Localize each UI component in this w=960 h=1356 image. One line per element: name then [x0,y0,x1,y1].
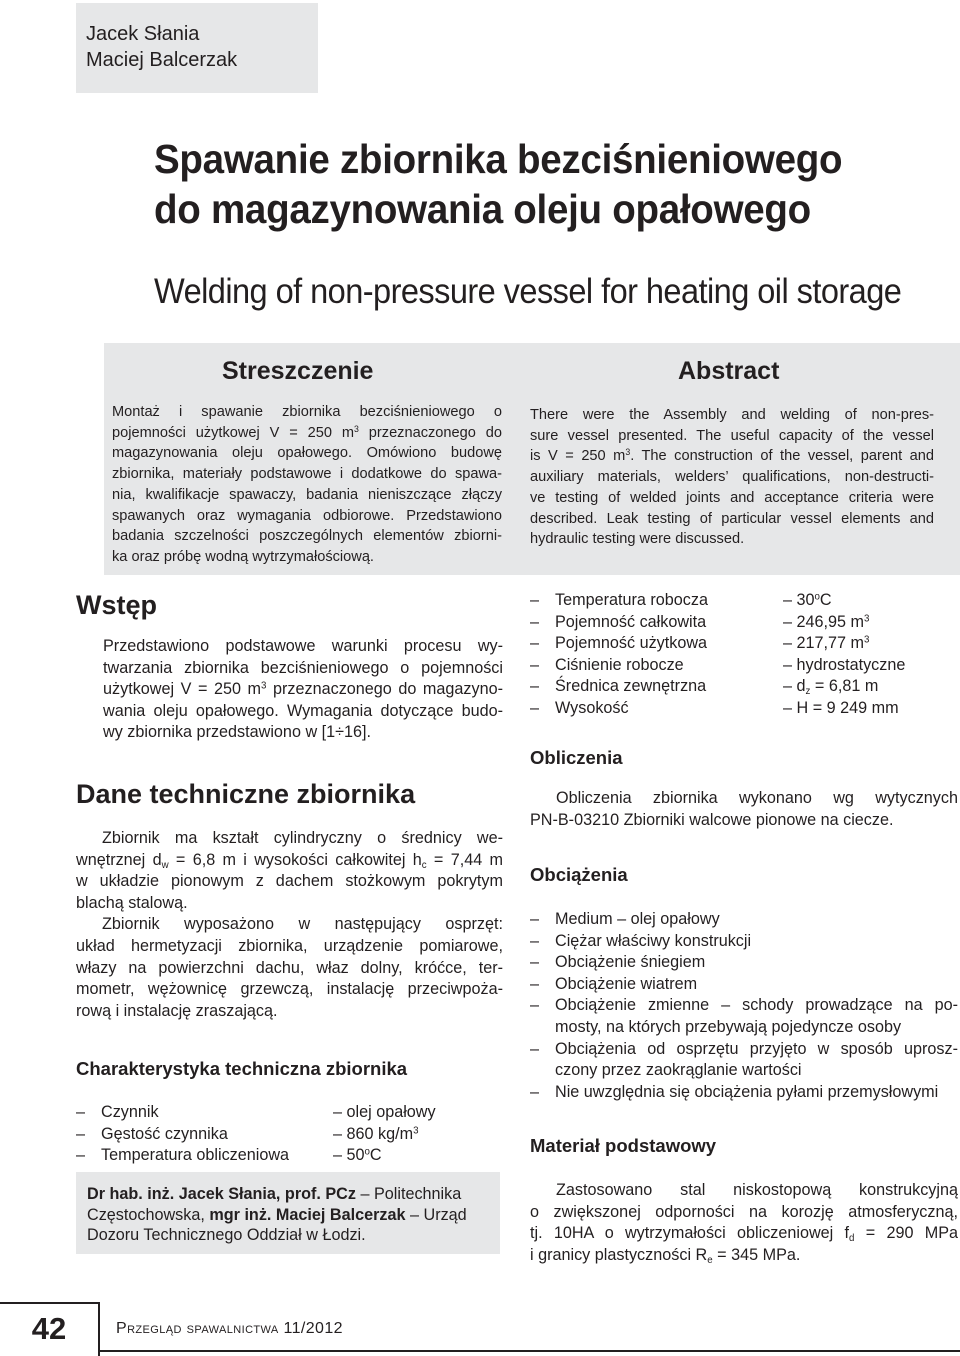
dane-line: rową i instalację zraszającą. [76,1001,278,1020]
streszczenie-line: spawanych oraz wymagania odbiorowe. Przedstawiono [112,507,502,524]
abstract-text [530,405,934,550]
dane-line: Zbiornik ma kształt cylindryczny o średnicy we- [102,829,503,847]
material-line: i granicy plastyczności $R_e = 345$ MPa. [530,1245,801,1266]
journal-name: Przegląd spawalnictwa 11/2012 [116,1320,343,1337]
wstep-line: twarzania zbiornika bezciśnieniowego o pojemności [103,658,503,677]
abstract-line: hydraulic testing were discussed. [530,531,745,548]
load-item: – Obciążenie wiatrem [530,974,698,993]
material-text [530,1180,958,1266]
streszczenie-line: zbiornika, materiały podstawowe i dodatkowe do spawa- [112,466,502,483]
dane-line: włazy na powierzchni dachu, właz dolny, króćce, ter- [76,958,503,977]
obliczenia-line: Obliczenia zbiornika wykonano wg wytycznych [556,789,958,807]
material-line: o zwiększonej odporności na korozję atmosferyczną, [530,1202,958,1221]
streszczenie-line: nia, kwalifikacje spawaczy, badania nieniszczące złączy [112,486,502,503]
obciazenia-heading: Obciążenia [530,864,628,885]
obliczenia-line: PN-B-03210 Zbiorniki walcowe pionowe na ciecze. [530,810,894,829]
streszczenie-line: badania szczelności poszczególnych elementów zbiorni- [112,528,502,545]
streszczenie-line: pojemności użytkowej V = 250 $m^3$ przeznaczonego do [112,423,503,441]
dane-line: Zbiornik wyposażono w następujący osprzęt: [102,915,503,934]
wstep-line: wania oleju opałowego. Wymagania dotyczące budo- [103,701,503,720]
dane-line: wnętrznej $d_w = 6,8$ m i wysokości całkowitej $h_c = 7,44$ m [76,850,503,871]
material-heading: Materiał podstawowy [530,1135,717,1156]
authors-box [76,3,318,93]
obliczenia-text [530,788,958,831]
load-item: – Medium – olej opałowy [530,910,720,928]
streszczenie-line: magazynowania oleju opałowego. Omówiono budowę [112,445,502,462]
paper-title [154,134,906,234]
material-line: Zastosowano stal niskostopową konstrukcyjną [556,1181,958,1199]
author-2: Maciej Balcerzak [86,49,238,71]
page-number: 42 [0,1302,100,1356]
abstract-heading: Abstract [678,357,780,385]
dane-line: blachą stalową. [76,893,188,912]
streszczenie-heading: Streszczenie [222,357,374,385]
wstep-text [103,636,503,744]
param-row: – Pojemność użytkowa – 217,77 $m^3$ [530,634,870,653]
affiliation-line: Dr hab. inż. Jacek Słania, prof. PCz – Politechnika [87,1185,462,1203]
param-row: – Wysokość – H = 9 249 mm [530,698,899,717]
spec-row: – Czynnik – olej opałowy [76,1103,436,1121]
obliczenia-heading: Obliczenia [530,747,623,768]
affiliation-line: Częstochowska, mgr inż. Maciej Balcerzak – Urząd [87,1205,467,1224]
load-item: – Obciążenia od osprzętu przyjęto w sposób uprosz- czony przez zaokrąglanie wartości [530,1039,958,1080]
streszczenie-line: ka oraz próbę wodną wytrzymałościową. [112,548,374,565]
abstract-line: ve testing of welded joints and acceptance criteria were [530,489,934,506]
abstract-line: auxiliary materials, welders’ qualifications, non-destructi- [530,469,934,486]
streszczenie-line: Montaż i spawanie zbiornika bezciśnieniowego o [112,404,502,420]
load-item: – Obciążenie zmienne – schody prowadzące na po- mosty, na których przebywają pojedyncze osoby [530,996,958,1036]
material-line: tj. 10HA o wytrzymałości obliczeniowej $f_d = 290$ MPa [530,1224,958,1245]
load-item: – Nie uwzględnia się obciążenia pyłami przemysłowymi [530,1082,939,1101]
footer-rule [100,1350,960,1352]
dane-line: mometr, wężownicę grzewczą, instalację przeciwpoża- [76,980,503,999]
spec-row: – Temperatura obliczeniowa – 50$^o$C [76,1146,382,1165]
load-item: – Ciężar właściwy konstrukcji [530,931,752,950]
param-row: – Pojemność całkowita – 246,95 $m^3$ [530,612,870,631]
param-row: – Ciśnienie robocze – hydrostatyczne [530,655,906,674]
wstep-heading: Wstęp [76,590,157,620]
parametry-list [530,590,960,720]
title-line-2: do magazynowania oleju opałowego [154,186,811,232]
param-row: – Średnica zewnętrzna – $d_z = 6,81$ m [530,677,879,698]
dane-heading: Dane techniczne zbiornika [76,779,416,809]
abstract-line: is V = 250 $m^3$. The construction of the vessel, parent and [530,447,934,465]
load-item: – Obciążenie śniegiem [530,953,706,972]
affiliation-line: Dozoru Technicznego Oddział w Łodzi. [87,1226,366,1244]
param-row: – Temperatura robocza – 30$^o$C [530,591,832,609]
abstract-line: described. Leak testing of particular vessel elements and [530,510,934,527]
wstep-line: użytkowej V = 250 $m^3$ przeznaczonego do magazyno- [103,680,503,699]
spec-row: – Gęstość czynnika – 860 $kg/m^3$ [76,1124,419,1143]
dane-line: układ hermetyzacji zbiornika, urządzenie pomiarowe, [76,936,503,955]
wstep-line: Przedstawiono podstawowe warunki procesu wy- [103,637,503,655]
obciazenia-list [530,909,958,1103]
wstep-line: wy zbiornika przedstawiono w [1÷16]. [103,723,372,742]
paper-subtitle: Welding of non-pressure vessel for heating oil storage [154,272,902,311]
affiliation-box [76,1172,500,1254]
streszczenie-text [112,402,502,568]
abstract-line: sure vessel presented. The useful capacity of the vessel [530,427,934,444]
dane-line: w układzie pionowym z dachem stożkowym pokrytym [76,872,503,891]
dane-text [76,828,503,1022]
title-line-1: Spawanie zbiornika bezciśnieniowego [154,136,843,182]
charakterystyka-list [76,1102,506,1167]
author-1: Jacek Słania [86,23,200,45]
abstract-line: There were the Assembly and welding of non-pres- [530,407,934,423]
charakterystyka-heading: Charakterystyka techniczna zbiornika [76,1058,408,1079]
